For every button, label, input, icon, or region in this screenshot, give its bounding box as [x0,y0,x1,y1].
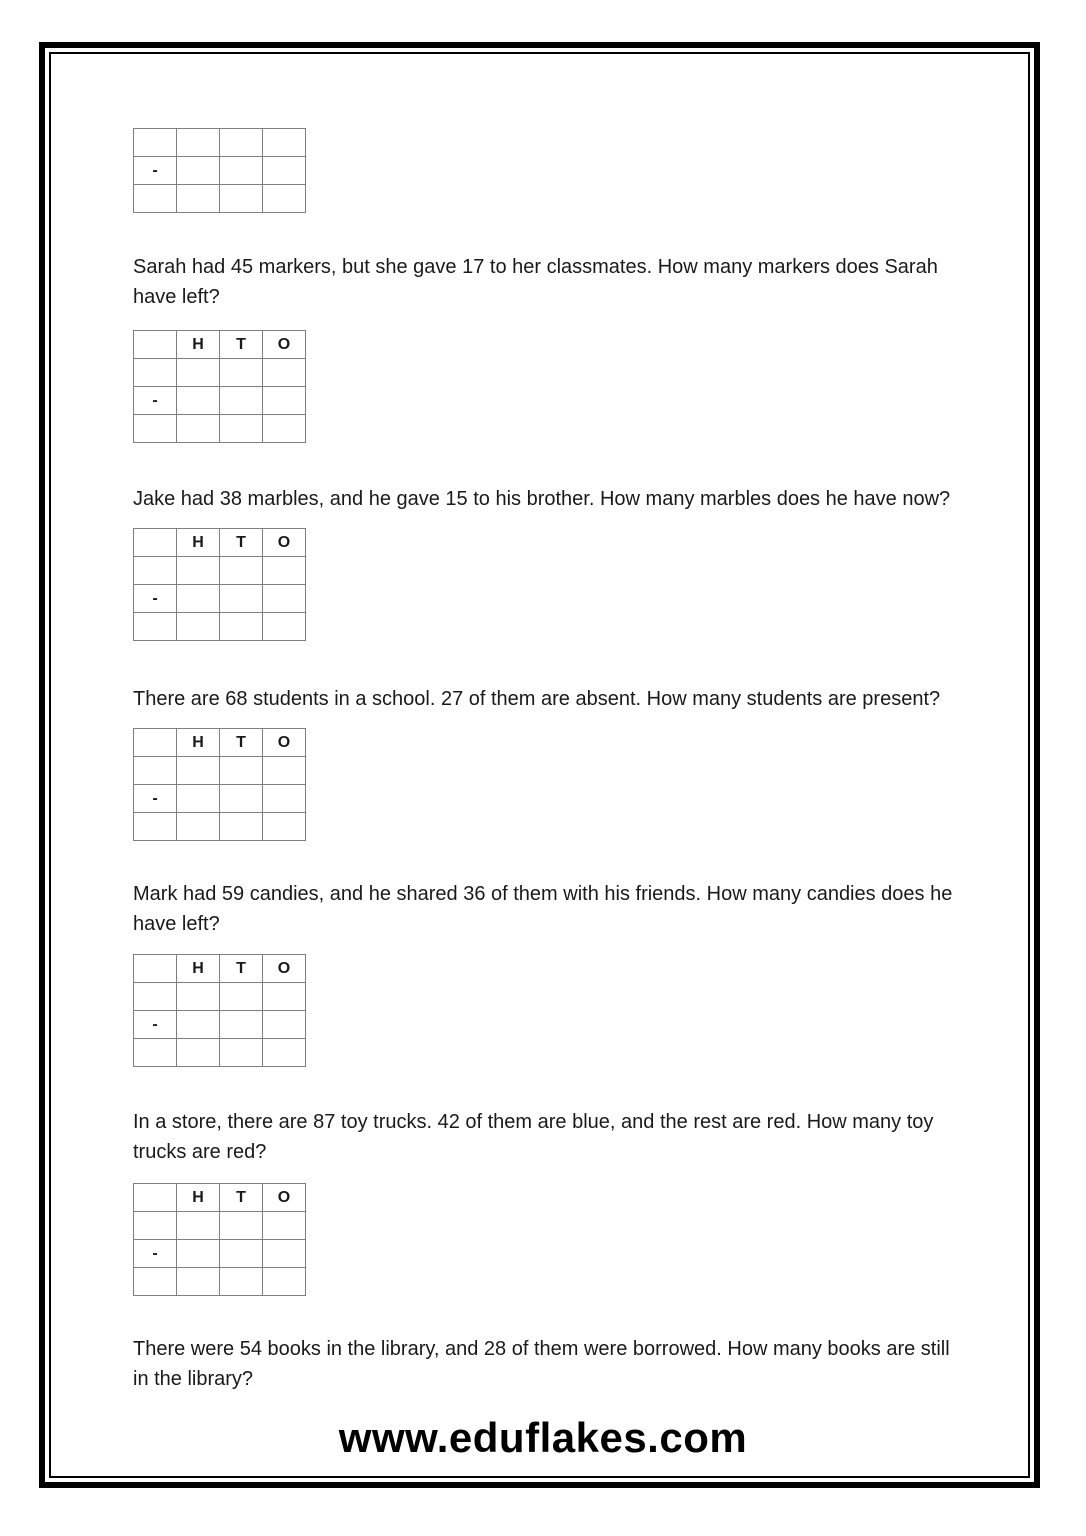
work-cell [134,129,177,157]
work-cell [263,129,306,157]
problem-text-line: In a store, there are 87 toy trucks. 42 of them are blue, and the rest are red. How many toy [133,1111,934,1133]
problem-text-line: in the library? [133,1368,254,1390]
work-cell [263,613,306,641]
problem-text-students-absent [133,684,940,714]
problem-text-line: There are 68 students in a school. 27 of them are absent. How many students are present? [133,688,941,710]
work-cell [134,415,177,443]
work-cell [263,1268,306,1296]
work-cell [177,185,220,213]
minus-sign-cell: - [134,585,177,613]
tens-header-cell: T [220,955,263,983]
blank-header-cell [134,529,177,557]
problem-text-line: There were 54 books in the library, and 28 of them were borrowed. How many books are still [133,1338,950,1360]
table-row [134,585,306,613]
work-cell [177,757,220,785]
work-cell [177,613,220,641]
work-cell [177,1039,220,1067]
work-cell [134,359,177,387]
subtraction-work-table [133,528,306,641]
table-row [134,415,306,443]
minus-sign-cell: - [134,157,177,185]
table-row [134,613,306,641]
hundreds-header-cell: H [177,729,220,757]
work-cell [177,813,220,841]
hundreds-header-cell: H [177,955,220,983]
tens-header-cell: T [220,331,263,359]
minus-sign-cell: - [134,1011,177,1039]
work-cell [177,359,220,387]
work-cell [177,1212,220,1240]
table-header-row [134,529,306,557]
work-cell [263,1212,306,1240]
work-cell [177,585,220,613]
work-cell [220,1240,263,1268]
work-cell [220,359,263,387]
work-cell [263,185,306,213]
problem-text-line: trucks are red? [133,1141,267,1163]
table-row [134,1212,306,1240]
subtraction-work-table [133,954,306,1067]
table-header-row [134,955,306,983]
work-cell [220,1212,263,1240]
hundreds-header-cell: H [177,529,220,557]
problem-text-sarah-markers [133,252,938,312]
blank-header-cell [134,955,177,983]
work-cell [263,387,306,415]
problem-text-line: have left? [133,913,220,935]
work-cell [177,157,220,185]
subtraction-work-table-partial [133,128,306,213]
work-cell [220,1039,263,1067]
problem-text-line: Jake had 38 marbles, and he gave 15 to his brother. How many marbles does he have now? [133,488,951,510]
table-row [134,1268,306,1296]
work-cell [134,613,177,641]
table-row [134,757,306,785]
table-header-row [134,729,306,757]
work-cell [263,813,306,841]
work-cell [263,359,306,387]
work-cell [177,983,220,1011]
work-cell [134,983,177,1011]
ones-header-cell: O [263,955,306,983]
table-row [134,1240,306,1268]
work-cell [220,613,263,641]
problem-text-jake-marbles [133,484,950,514]
work-cell [220,157,263,185]
work-cell [263,1240,306,1268]
work-cell [220,813,263,841]
work-cell [177,415,220,443]
work-cell [220,1011,263,1039]
problem-text-line: Mark had 59 candies, and he shared 36 of them with his friends. How many candies does he [133,883,953,905]
footer-site-url: www.eduflakes.com [338,1414,748,1461]
subtraction-work-table [133,1183,306,1296]
table-row [134,387,306,415]
work-cell [177,1268,220,1296]
work-cell [220,129,263,157]
hundreds-header-cell: H [177,1184,220,1212]
work-cell [177,557,220,585]
ones-header-cell: O [263,1184,306,1212]
table-row [134,359,306,387]
problem-text-line: Sarah had 45 markers, but she gave 17 to her classmates. How many markers does Sarah [133,256,938,278]
work-cell [263,757,306,785]
table-row [134,1039,306,1067]
work-cell [220,1268,263,1296]
work-cell [220,185,263,213]
tens-header-cell: T [220,529,263,557]
tens-header-cell: T [220,729,263,757]
work-cell [220,415,263,443]
work-cell [134,557,177,585]
work-cell [263,585,306,613]
work-cell [220,557,263,585]
work-cell [177,1011,220,1039]
table-row [134,185,306,213]
work-cell [134,813,177,841]
minus-sign-cell: - [134,785,177,813]
ones-header-cell: O [263,729,306,757]
work-cell [263,415,306,443]
blank-header-cell [134,1184,177,1212]
subtraction-work-table [133,330,306,443]
table-row [134,157,306,185]
ones-header-cell: O [263,529,306,557]
table-row [134,813,306,841]
minus-sign-cell: - [134,387,177,415]
work-cell [263,557,306,585]
work-cell [220,983,263,1011]
work-cell [263,157,306,185]
work-cell [134,757,177,785]
subtraction-work-table [133,728,306,841]
work-cell [263,1039,306,1067]
table-row [134,557,306,585]
hundreds-header-cell: H [177,331,220,359]
work-cell [263,983,306,1011]
work-cell [263,785,306,813]
table-row [134,785,306,813]
blank-header-cell [134,331,177,359]
work-cell [220,757,263,785]
table-header-row [134,1184,306,1212]
minus-sign-cell: - [134,1240,177,1268]
blank-header-cell [134,729,177,757]
work-cell [134,1212,177,1240]
table-row [134,983,306,1011]
work-cell [177,129,220,157]
problem-text-mark-candies [133,879,952,939]
work-cell [220,387,263,415]
tens-header-cell: T [220,1184,263,1212]
work-cell [177,785,220,813]
work-cell [263,1011,306,1039]
ones-header-cell: O [263,331,306,359]
work-cell [220,785,263,813]
problem-text-toy-trucks [133,1107,933,1167]
work-cell [134,1268,177,1296]
work-cell [134,1039,177,1067]
problem-text-line: have left? [133,286,220,308]
table-header-row [134,331,306,359]
table-row [134,129,306,157]
problem-text-library-books [133,1334,950,1394]
work-cell [177,387,220,415]
work-cell [220,585,263,613]
table-row [134,1011,306,1039]
work-cell [177,1240,220,1268]
work-cell [134,185,177,213]
